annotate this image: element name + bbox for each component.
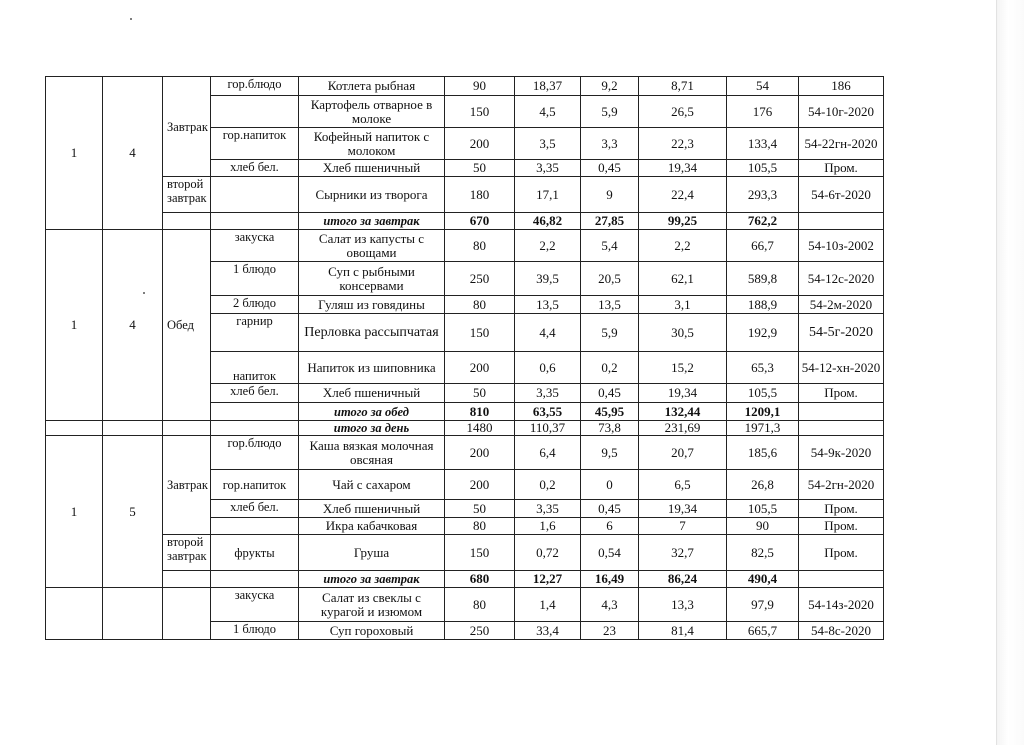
fat-cell: 13,5 <box>581 296 639 314</box>
dish-cell: Суп с рыбными консервами <box>299 262 445 296</box>
dish-cell: Чай с сахаром <box>299 470 445 500</box>
kcal-cell: 762,2 <box>727 213 799 230</box>
carbs-cell: 86,24 <box>639 571 727 588</box>
week-cell: 1 <box>46 436 103 588</box>
fat-cell: 9,5 <box>581 436 639 470</box>
output-cell: 80 <box>445 296 515 314</box>
fat-cell: 9,2 <box>581 77 639 96</box>
recipe-code-cell <box>799 421 884 436</box>
protein-cell: 2,2 <box>515 230 581 262</box>
kcal-cell: 105,5 <box>727 160 799 177</box>
output-cell: 150 <box>445 535 515 571</box>
output-cell: 200 <box>445 128 515 160</box>
protein-cell: 3,35 <box>515 160 581 177</box>
total-label-cell: итого за завтрак <box>299 571 445 588</box>
recipe-code-cell: 54-12с-2020 <box>799 262 884 296</box>
kcal-cell: 82,5 <box>727 535 799 571</box>
protein-cell: 12,27 <box>515 571 581 588</box>
empty-cell <box>46 421 103 436</box>
recipe-code-cell: 54-8с-2020 <box>799 622 884 640</box>
dish-cell: Гуляш из говядины <box>299 296 445 314</box>
category-cell: фрукты <box>211 535 299 571</box>
kcal-cell: 589,8 <box>727 262 799 296</box>
output-cell: 80 <box>445 518 515 535</box>
kcal-cell: 490,4 <box>727 571 799 588</box>
protein-cell: 63,55 <box>515 403 581 421</box>
category-cell: 1 блюдо <box>211 262 299 296</box>
output-cell: 80 <box>445 230 515 262</box>
recipe-code-cell: Пром. <box>799 535 884 571</box>
fat-cell: 23 <box>581 622 639 640</box>
protein-cell: 33,4 <box>515 622 581 640</box>
table-row-day-total <box>46 421 884 436</box>
fat-cell: 16,49 <box>581 571 639 588</box>
fat-cell: 73,8 <box>581 421 639 436</box>
protein-cell: 46,82 <box>515 213 581 230</box>
kcal-cell: 65,3 <box>727 352 799 384</box>
carbs-cell: 6,5 <box>639 470 727 500</box>
carbs-cell: 81,4 <box>639 622 727 640</box>
protein-cell: 4,4 <box>515 314 581 352</box>
empty-cell <box>211 571 299 588</box>
output-cell: 200 <box>445 470 515 500</box>
fat-cell: 3,3 <box>581 128 639 160</box>
dish-cell: Икра кабачковая <box>299 518 445 535</box>
fat-cell: 27,85 <box>581 213 639 230</box>
kcal-cell: 26,8 <box>727 470 799 500</box>
dish-cell: Груша <box>299 535 445 571</box>
category-cell: закуска <box>211 230 299 262</box>
output-cell: 90 <box>445 77 515 96</box>
recipe-code-cell <box>799 571 884 588</box>
kcal-cell: 293,3 <box>727 177 799 213</box>
dish-cell: Хлеб пшеничный <box>299 384 445 403</box>
kcal-cell: 176 <box>727 96 799 128</box>
total-label-cell: итого за обед <box>299 403 445 421</box>
dish-cell: Салат из капусты с овощами <box>299 230 445 262</box>
page-edge <box>996 0 1024 745</box>
empty-cell <box>163 421 211 436</box>
day-cell: 5 <box>103 436 163 588</box>
category-cell: гор.напиток <box>211 128 299 160</box>
protein-cell: 3,35 <box>515 500 581 518</box>
output-cell: 50 <box>445 160 515 177</box>
fat-cell: 5,9 <box>581 96 639 128</box>
table-row <box>46 588 884 622</box>
recipe-code-cell: 54-2гн-2020 <box>799 470 884 500</box>
carbs-cell: 22,3 <box>639 128 727 160</box>
dish-cell: Перловка рассыпчатая <box>299 314 445 352</box>
menu-table <box>45 76 884 640</box>
day-cell: 4 <box>103 230 163 421</box>
carbs-cell: 62,1 <box>639 262 727 296</box>
kcal-cell: 665,7 <box>727 622 799 640</box>
recipe-code-cell: 54-2м-2020 <box>799 296 884 314</box>
carbs-cell: 20,7 <box>639 436 727 470</box>
carbs-cell: 99,25 <box>639 213 727 230</box>
kcal-cell: 133,4 <box>727 128 799 160</box>
table-row-total <box>46 571 884 588</box>
table-row-total <box>46 213 884 230</box>
carbs-cell: 8,71 <box>639 77 727 96</box>
recipe-code-cell: 54-12-хн-2020 <box>799 352 884 384</box>
kcal-cell: 192,9 <box>727 314 799 352</box>
fat-cell: 0 <box>581 470 639 500</box>
dish-cell: Суп гороховый <box>299 622 445 640</box>
output-cell: 50 <box>445 500 515 518</box>
day-cell <box>103 588 163 640</box>
empty-cell <box>211 421 299 436</box>
dish-cell: Хлеб пшеничный <box>299 500 445 518</box>
dish-cell: Котлета рыбная <box>299 77 445 96</box>
protein-cell: 13,5 <box>515 296 581 314</box>
empty-cell <box>211 403 299 421</box>
protein-cell: 3,5 <box>515 128 581 160</box>
category-cell: хлеб бел. <box>211 384 299 403</box>
recipe-code-cell: 54-14з-2020 <box>799 588 884 622</box>
meal-cell: Обед <box>163 230 211 421</box>
dish-cell: Сырники из творога <box>299 177 445 213</box>
meal-cell: Завтрак <box>163 77 211 177</box>
meal-cell: второй завтрак <box>163 177 211 213</box>
fat-cell: 0,45 <box>581 500 639 518</box>
protein-cell: 39,5 <box>515 262 581 296</box>
carbs-cell: 22,4 <box>639 177 727 213</box>
carbs-cell: 13,3 <box>639 588 727 622</box>
recipe-code-cell: 54-10з-2002 <box>799 230 884 262</box>
output-cell: 250 <box>445 262 515 296</box>
total-label-cell: итого за день <box>299 421 445 436</box>
recipe-code-cell <box>799 213 884 230</box>
carbs-cell: 2,2 <box>639 230 727 262</box>
kcal-cell: 1209,1 <box>727 403 799 421</box>
carbs-cell: 231,69 <box>639 421 727 436</box>
category-cell: хлеб бел. <box>211 160 299 177</box>
day-cell: 4 <box>103 77 163 230</box>
protein-cell: 17,1 <box>515 177 581 213</box>
kcal-cell: 54 <box>727 77 799 96</box>
recipe-code-cell: Пром. <box>799 500 884 518</box>
carbs-cell: 7 <box>639 518 727 535</box>
dish-cell: Картофель отварное в молоке <box>299 96 445 128</box>
table-row <box>46 177 884 213</box>
recipe-code-cell: 54-5г-2020 <box>799 314 884 352</box>
category-cell: гор.напиток <box>211 470 299 500</box>
recipe-code-cell: 54-9к-2020 <box>799 436 884 470</box>
fat-cell: 9 <box>581 177 639 213</box>
carbs-cell: 19,34 <box>639 384 727 403</box>
category-cell: гор.блюдо <box>211 77 299 96</box>
dish-cell: Хлеб пшеничный <box>299 160 445 177</box>
carbs-cell: 32,7 <box>639 535 727 571</box>
empty-cell <box>211 213 299 230</box>
carbs-cell: 19,34 <box>639 160 727 177</box>
fat-cell: 20,5 <box>581 262 639 296</box>
protein-cell: 18,37 <box>515 77 581 96</box>
week-cell <box>46 588 103 640</box>
kcal-cell: 105,5 <box>727 500 799 518</box>
category-cell: хлеб бел. <box>211 500 299 518</box>
dish-cell: Напиток из шиповника <box>299 352 445 384</box>
dish-cell: Салат из свеклы с курагой и изюмом <box>299 588 445 622</box>
carbs-cell: 3,1 <box>639 296 727 314</box>
recipe-code-cell: 186 <box>799 77 884 96</box>
week-cell: 1 <box>46 230 103 421</box>
output-cell: 200 <box>445 436 515 470</box>
recipe-code-cell <box>799 403 884 421</box>
dish-cell: Каша вязкая молочная овсяная <box>299 436 445 470</box>
week-cell: 1 <box>46 77 103 230</box>
output-cell: 680 <box>445 571 515 588</box>
output-cell: 810 <box>445 403 515 421</box>
meal-cell: второй завтрак <box>163 535 211 571</box>
output-cell: 670 <box>445 213 515 230</box>
protein-cell: 3,35 <box>515 384 581 403</box>
scan-speck <box>130 18 132 20</box>
protein-cell: 110,37 <box>515 421 581 436</box>
total-label-cell: итого за завтрак <box>299 213 445 230</box>
category-cell: 1 блюдо <box>211 622 299 640</box>
recipe-code-cell: Пром. <box>799 384 884 403</box>
kcal-cell: 1971,3 <box>727 421 799 436</box>
fat-cell: 0,45 <box>581 160 639 177</box>
recipe-code-cell: 54-6т-2020 <box>799 177 884 213</box>
fat-cell: 5,4 <box>581 230 639 262</box>
carbs-cell: 19,34 <box>639 500 727 518</box>
recipe-code-cell: 54-22гн-2020 <box>799 128 884 160</box>
kcal-cell: 188,9 <box>727 296 799 314</box>
category-cell: напиток <box>211 352 299 384</box>
dish-cell: Кофейный напиток с молоком <box>299 128 445 160</box>
kcal-cell: 105,5 <box>727 384 799 403</box>
empty-cell <box>163 571 211 588</box>
output-cell: 50 <box>445 384 515 403</box>
output-cell: 1480 <box>445 421 515 436</box>
protein-cell: 6,4 <box>515 436 581 470</box>
carbs-cell: 15,2 <box>639 352 727 384</box>
kcal-cell: 66,7 <box>727 230 799 262</box>
output-cell: 150 <box>445 96 515 128</box>
carbs-cell: 26,5 <box>639 96 727 128</box>
recipe-code-cell: Пром. <box>799 160 884 177</box>
protein-cell: 1,4 <box>515 588 581 622</box>
category-cell <box>211 96 299 128</box>
protein-cell: 0,2 <box>515 470 581 500</box>
carbs-cell: 30,5 <box>639 314 727 352</box>
output-cell: 180 <box>445 177 515 213</box>
kcal-cell: 185,6 <box>727 436 799 470</box>
fat-cell: 4,3 <box>581 588 639 622</box>
category-cell <box>211 518 299 535</box>
output-cell: 250 <box>445 622 515 640</box>
category-cell: 2 блюдо <box>211 296 299 314</box>
fat-cell: 0,54 <box>581 535 639 571</box>
category-cell: гор.блюдо <box>211 436 299 470</box>
empty-cell <box>163 213 211 230</box>
recipe-code-cell: 54-10г-2020 <box>799 96 884 128</box>
recipe-code-cell: Пром. <box>799 518 884 535</box>
meal-cell: Завтрак <box>163 436 211 535</box>
fat-cell: 0,2 <box>581 352 639 384</box>
carbs-cell: 132,44 <box>639 403 727 421</box>
table-row <box>46 230 884 262</box>
fat-cell: 5,9 <box>581 314 639 352</box>
protein-cell: 4,5 <box>515 96 581 128</box>
table-row <box>46 436 884 470</box>
table-row <box>46 535 884 571</box>
fat-cell: 45,95 <box>581 403 639 421</box>
protein-cell: 0,6 <box>515 352 581 384</box>
kcal-cell: 90 <box>727 518 799 535</box>
table-row <box>46 77 884 96</box>
category-cell <box>211 177 299 213</box>
category-cell: закуска <box>211 588 299 622</box>
protein-cell: 0,72 <box>515 535 581 571</box>
fat-cell: 6 <box>581 518 639 535</box>
fat-cell: 0,45 <box>581 384 639 403</box>
category-cell: гарнир <box>211 314 299 352</box>
output-cell: 200 <box>445 352 515 384</box>
output-cell: 80 <box>445 588 515 622</box>
output-cell: 150 <box>445 314 515 352</box>
protein-cell: 1,6 <box>515 518 581 535</box>
kcal-cell: 97,9 <box>727 588 799 622</box>
empty-cell <box>103 421 163 436</box>
meal-cell <box>163 588 211 640</box>
